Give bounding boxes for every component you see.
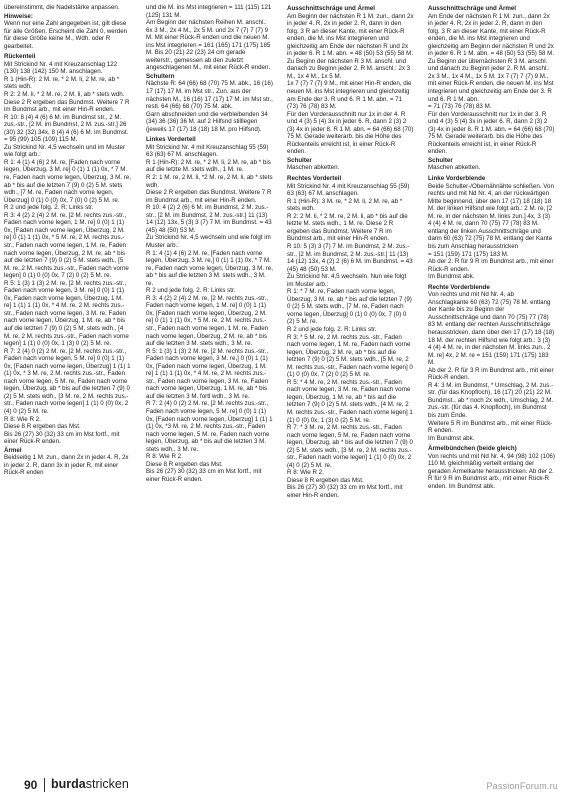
instruction-paragraph: Am Ende der nächsten R 1 M. zun., dann 2x in jeder 4. R, 2x in jeder 2. R, dann in den folg. 3 R an dieser Kante, mit einer Rück-R enden, die M. ins Mst integrieren und gleichzeitig am Beginn der nächsten R und 2x in jeder 6. R 1 M. abn. = 48 (50) 53 (55) 58 M. [428,12,555,58]
instruction-paragraph: = 151 (159) 171 (175) 183 M. [428,250,509,258]
instruction-paragraph: Ab der 2. R für 3 R im Bundmst arb., mit einer Rück-R enden. [428,366,554,382]
instruction-paragraph: R 3: * 5 M. re, 2 M. rechts zus.-str., Faden nach vorne legen, 1 M. re, Faden nach vorne legen, Überzug, 2 M. re, ab * bis auf die letzten 7 (9) 0 (2) 5 M. stets wdh., [5 M. re, 2 M. rechts zus.-str., Faden nach vorne legen] 0 (1) 0 (0) 0x, 7 (2) 0 (2) 5 M. re. [287,333,413,379]
instruction-paragraph: R 2 und jede folg. 2. R: Links str. [146,287,236,295]
instruction-paragraph: = 71 (73) 76 (78) 83 M. [428,103,492,111]
section-heading: Schultern [146,72,175,80]
instruction-paragraph: Diese 8 R ergeben das Mst. [287,476,364,484]
instruction-paragraph: R 10: 4 (2) 2 (6) 6 M. im Bundmst, 2 M. zus.-str., [2 M. im Bundmst, 2 M. zus.-str.] 11 (13) 14 (12) 13x, 5 (3) 3 (7) 7 M. im Bundmst. = 43 (45) 48 (50) 53 M. [146,204,272,234]
instruction-paragraph: R 2 und jede folg. 2. R: Links str. [287,325,377,333]
instruction-paragraph: Diese 8 R ergeben das Mst. [146,460,223,468]
instruction-paragraph: R 2: 2 M. li, * 2 M. re, 2 M. li, ab * bis auf die letzte M. stets wdh., 1 M. re. Diese 2 R ergeben das Bundmst. Weitere 7 R im Bundmst arb., mit einer Hin-R enden. [287,212,408,243]
instruction-paragraph: Beidseitig 1 M. zun., dann 2x in jeder 4. R, 2x in jeder 2. R, dann 3x in jeder R, mit einer Rück-R enden [4,454,129,477]
instruction-paragraph: R 2 und jede folg. 2. R: Links str. [4,204,94,212]
instruction-paragraph: Garn abschneiden und die verbleibenden 34 (34) 36 (36) 36 M. auf 2 Hilfsnd stilllegen (jeweils 17 (17) 18 (18) 18 M. pro Hilfsnd). [146,110,268,133]
instruction-paragraph: Für den Vorderausschnitt nur 1x in der 4. R und 4 (3) 5 (4) 3x in jeder 6. R, dann 2 (3) 2 (3) 4x in jeder 8. R 1 M. abn. = 64 (66) 68 (70) 75 M. Gerade weiterarb. bis die Höhe des Rückenteils erreicht ist, in einer Rück-R enden. [287,110,414,156]
section-heading: Linke Vorderblende [428,175,486,183]
instruction-paragraph: Mit Strickind Nr. 4 mit Kreuzanschlag 55 (59) 63 (63) 67 M. anschlagen. [287,182,410,198]
instruction-paragraph: R 3: 4 (2) 2 (4) 2 M. re, [2 M. rechts zus.-str., Faden nach vorne legen, 1 M. re] 0 (0) 1 (1) 0x, [Faden nach vorne legen, Überzug, 2 M. re] 0 (1) 1 (1) 0x, * 5 M. re, 2 M. rechts zus.-str., Faden nach vorne legen, 1 M. re, Faden nach vorne legen, Überzug, 2 M. re, ab * bis auf die letzten 3 M. stets wdh., 3 M. re. [146,294,269,348]
page-footer [0,776,566,796]
instruction-paragraph: Weitere 5 R im Bundmst arb., mit einer Rück-R enden. [428,419,553,435]
instruction-paragraph: Von rechts und mit Nd Nr. 4, 94 (98) 102 (106) 110 M. gleichmäßig verteilt entlang der geraden Ärmelkante herausstricken. Ab der 2. R für 9 R im Bundmst arb., mit einer Rück-R enden. Im Bundmst abk. [428,452,555,490]
instruction-paragraph: Von rechts und mit Nd Nr. 4, ab Anschlagkante 60 (63) 72 (75) 78 M. entlang der Kante bis zu Beginn der Ausschnittschräge und dann 70 (75) 77 (78) 83 M. entlang der rechten Ausschnittschräge herausstricken, dann über den 17 (17) 18 (18) 18 M. der rechten Hilfsnd wie folgt arb.: 3 (3) 4 (4) 4 M. re, in der nächsten M. links zun., 2 M. re] 4x, 2 M. re = 151 (159) 171 (175) 183 M. [428,291,555,367]
text-column-2 [146,4,273,769]
instruction-paragraph: Maschen abketten. [287,164,340,172]
section-heading: Ärmelbündchen (beide gleich) [428,445,517,453]
section-heading: Ausschnittschräge und Ärmel [287,5,376,12]
instruction-paragraph: Zu Beginn der nächsten R 3 M. anschl. und danach zu Beginn jeder 2. R M. anschl.: 2x 3 M., 1x 4 M., 1x 5 M. [287,57,411,80]
instruction-paragraph: Wenn nur eine Zahl angegeben ist, gilt diese für alle Größen. Erscheint die Zahl 0, werden für diese Größe keine M., Wdh. oder R gearbeitet. [4,20,128,50]
instruction-paragraph: Für den Vorderausschnitt nur 1x in der 3. R und 4 (3) 5 (4) 3x in jeder 6. R, dann 2 (3) 2 (3) 4x in jeder 8. R 1 M. abn. = 64 (66) 68 (70) 75 M. Gerade weiterarb. bis die Höhe des Rückenteils erreicht ist, in einer Rück-R enden. [428,110,555,156]
instruction-paragraph: R 1: * 7 M. re, Faden nach vorne legen, Überzug, 3 M. re, ab * bis auf die letzten 7 (9) 0 (2) 5 M. stets wdh., [7 M. re, Faden nach vorne legen, Überzug] 0 (1) 0 (0) 0x, 7 (0) 0 (2) 5 M. re. [287,288,412,326]
text-column-3 [287,4,414,769]
instruction-paragraph: R 4: 3 M. im Bundmst, * Umschlag, 2 M. zus.-str. (für das Knopfloch), 16 (17) 20 (21) 22 M. Bundmst., ab * noch 2x wdh., Umschlag, 2 M. zus.-str. (für das 4. Knopfloch), im Bundmst bis zum Ende. [428,381,554,419]
text-column-1 [4,4,131,769]
instruction-paragraph: R 8: Wie R 2. [287,469,324,477]
instruction-paragraph: Zu Strickind Nr. 4,5 wechseln. Nun wie folgt im Muster arb.: [287,273,407,288]
instruction-paragraph: R 7: * 3 M. re, 2 M. rechts zus.-str., Faden nach vorne legen, 5 M. re, Faden nach vorne legen, Überzug, ab * bis auf die letzten 7 (9) 0 (2) 5 M. stets wdh., [3 M. re, 2 M. rechts zus.-str., Faden nach vorne legen] 1 (1) 0 (0) 0x, 2 (4) 0 (2) 5 M. re. [287,424,413,469]
instruction-paragraph: Bis 26 (27) 30 (32) 33 cm im Mst fortf., mit einer Rück-R enden. [146,468,262,483]
brand-bold: burda [51,777,86,791]
instruction-paragraph: Diese 2 R ergeben das Bundmst. Weitere 7 R im Bundmst arb., mit einer Hin-R enden. [146,189,272,204]
instruction-paragraph: Am Beginn der nächsten Reihen M. anschl.: 6x 3 M., 2x 4 M., 2x 5 M. und 2x 7 (7) 7 (7) 9 M. Mit einer Rück-R enden und die neuen M. ins Mst integrieren = 161 (165) 171 (175) 185 M. Bis 20 (21) 22 (23) 24 cm gerade weiterstr., gemessen ab den zuletzt angeschlagenen M., mit einer Rück-R enden. [146,19,271,72]
instruction-paragraph: Zu Strickind Nr. 4,5 wechseln und wie folgt im Muster arb.: [146,234,271,249]
text-column-4 [428,4,555,769]
instruction-paragraph: R 5: 1 (3) 1 (3) 2 M. re, [2 M. rechts zus.-str., Faden nach vorne legen, 3 M. re] 0 (0) 1 (1) 0x, Faden nach vorne legen, Überzug, 1 M. re] 1 (1) 1 (1) 0x, * 4 M. re, 2 M. rechts zus.-str., Faden nach vorne legen, 3 M. re, Faden nach vorne legen, Überzug, 1 M. re, ab * bis auf die letzten 7 (9) 0 (2) 5 M. stets wdh., [4 M. re, 2 M. rechts zus.-str., Faden nach vorne legen] 1 (1) 0 (0) 0x, 1 (3) 0 (2) 5 M. re. [4,279,129,348]
section-heading: Schulter [287,156,312,164]
instruction-paragraph: Zu Strickind Nr. 4,5 wechseln und im Muster wie folgt arb.: [4,143,126,159]
instruction-paragraph: R 7: 2 (4) 0 (2) 2 M. re, [2 M. rechts zus.-str., Faden nach vorne legen, 5 M. re] 0 (0) 1 (1) 0x, [Faden nach vorne legen, Überzug] 1 (1) 1 (1) 0x, *3 M. re, 2 M. rechts zus.-str., Faden nach vorne legen, 5 M. re, Faden nach vorne legen, Überzug, ab * bis auf die letzten 3 M. stets wdh., 3 M. re. [146,400,273,453]
instruction-paragraph: Beide Schulter-/Obernähnähte schließen. Von rechts und mit Nd Nr. 4, an der rückwärtigen Mitte beginnend, über den 17 (17) 18 (18) 18 M. der linken Hilfsnd wie folgt arb.: 2 M. re, [2 M. re, in der nächsten M. links zun.] 4x, 3 (3) 4 (4) 4 M. re, dann 70 (75) 77 (78) 83 M. entlang der linken Ausschnittschräge und dann 60 (63) 72 (75) 78 M. entlang der Kante bis zum Anschlag herausstricken [428,182,554,250]
section-heading: Hinweise: [4,12,33,20]
instruction-paragraph: R 2: 1 M. re, 2 M. li, *2 M. re, 2 M. li, ab * stets wdh. [146,174,273,189]
section-heading: Schulter [428,156,453,164]
instruction-paragraph: R 5: 1 (3) 1 (3) 2 M. re, [2 M. rechts zus.-str., Faden nach vorne legen, 3 M. re,] 0 (0) 1 (1) 0x, [Faden nach vorne legen, Überzug, 1 M. re] 1 (1) 1 (1) 0x, * 4 M. re, 2 M. rechts zus.-str., Faden nach vorne legen, 3 M. re, Faden nach vorne legen, Überzug, 1 M. re, ab * bis auf die letzten 3 M. fortl wdh., 3 M. re. [146,347,269,400]
instruction-paragraph: R 2: 2 M. li, * 2 M. re, 2 M. li, ab * stets wdh. Diese 2 R ergeben das Bundmst. Weitere 7 R im Bundmst arb., mit einer Hin-R enden. [4,91,130,114]
watermark: PassionForum.ru [486,781,558,791]
instruction-paragraph: Im Bundmst abk. [428,273,475,281]
instruction-paragraph: Diese 8 R ergeben das Mst. [4,423,81,431]
instruction-paragraph: R 10: 8 (4) 4 (6) 6 M. im Bundmst str., 2 M. zus.-str., [2 M. im Bundmst, 2 M. zus.-str.] 26 (30) 32 (32) 34x, 8 (4) 4 (6) 6 M. im Bundmst. = 95 (99) 105 (109) 115 M. [4,113,129,144]
instruction-paragraph: R 1 (Hin-R): 2 M. re, * 2 M. li, 2 M. re, ab * bis auf die letzte M. stets wdh., 1 M. re. [146,158,271,174]
instruction-paragraph: Nächste R: 64 (66) 68 (70) 75 M. abk., 16 (16) 17 (17) 17 M. im Mst str., Zun. aus der nächsten M., 16 (16) 17 (17) 17 M. im Mst str., restl. 64 (66) 68 (70) 75 M. abk. [146,80,273,111]
section-heading: Ärmel [4,446,22,454]
instruction-paragraph: und die M. ins Mst integrieren = 111 (115) 121 (125) 131 M. [146,4,272,19]
instruction-paragraph: Zu Beginn der übernächsten R 3 M. anschl. und danach zu Beginn jeder 2. R M. anschl.: 2x 3 M., 1x 4 M., 1x 5 M. 1x 7 (7) 7 (7) 9 M., mit einer Rück-R enden, die neuen M. ins Mst integrieren und gleichzeitig am Ende der 3. R und 6. R 1 M. abn. [428,57,554,103]
magazine-brand [51,777,129,791]
instruction-paragraph: R 8: Wie R 2. [146,453,183,461]
instruction-paragraph: übereinstimmt, die Nadelstärke anpassen. [4,4,120,11]
instruction-paragraph: Im Bundmst abk. [428,434,475,442]
instruction-paragraph: 1x 7 (7) 7 (7) 9 M., mit einer Hin-R enden, die neuen M. ins Mst integrieren und gleichzeitig am Ende der 3. R und 6. R 1 M. abn. = 71 (73) 76 (78) 83 M. [287,80,412,111]
footer-divider [44,778,45,792]
section-heading: Rechte Vorderblende [428,283,490,291]
instruction-paragraph: R 1: 4 (1) 4 (6) 2 M. re, [Faden nach vorne legen, Überzug, 3 M. re,] 0 (1) 1 (1) 0x, * 7 M. re, Faden nach vorne legen, Überzug, 3 M. re, ab * bis auf die letzten 3 M. stets wdh., 3 M. re. [146,249,273,287]
section-heading: Rechtes Vorderteil [287,175,342,183]
instruction-paragraph: Mit Strickind Nr. 4 mit Kreuzanschlag 55 (59) 63 (63) 67 M. anschlagen. [146,143,269,159]
instruction-paragraph: Maschen abketten. [428,164,481,172]
instruction-paragraph: R 10: 5 (3) 3 (7) 7 M. im Bundmst, 2 M. zus.-str., [2 M. im Bundmst, 2 M. zus.-str.] 11 (13) 14 (12) 13x, 4 (2) 2 (6) 6 M. im Bundmst. = 43 (45) 48 (50) 53 M. [287,242,413,273]
section-heading: Rückenteil [4,53,36,61]
instruction-paragraph: Am Beginn der nächsten R 1 M. zun., dann 2x in jeder 4. R, 2x in jeder 2. R, dann in den folg. 3 R an dieser Kante, mit einer Rück-R enden, die M. ins Mst integrieren und gleichzeitig am Ende der nächsten R und 2x in jeder 6. R 1 M. abn. = 48 (50) 53 (55) 58 M. [287,12,414,58]
instruction-paragraph: Mit Strickind Nr. 4 mit Kreuzanschlag 122 (130) 138 (142) 150 M. anschlagen. [4,60,118,76]
page-number: 90 [24,778,38,792]
section-heading: Linkes Vorderteil [146,136,196,144]
instruction-paragraph: R 1: 4 (1) 4 (6) 2 M. re, [Faden nach vorne legen, Überzug, 3 M. re] 0 (1) 1 (1) 0x, * 7 M. re, Faden nach vorne legen, Überzug, 3 M. re, ab * bis auf die letzten 7 (9) 0 (2) 5 M. stets wdh., [7 M. re, Faden nach vorne legen, Überzug] 0 (1) 0 (0) 0x, 7 (0) 0 (2) 5 M. re. [4,158,131,204]
instruction-paragraph: Bis 26 (27) 30 (32) 33 cm im Mst fortf., mit einer Rück-R enden. [4,430,120,446]
instruction-paragraph: Bis 26 (27) 30 (32) 33 cm im Mst fortf., mit einer Hin-R enden. [287,484,403,499]
instruction-paragraph: R 5: * 4 M. re, 2 M. rechts zus.-str., Faden nach vorne legen, 3 M. re, Faden nach vorne legen, Überzug, 1 M. re, ab * bis auf die letzten 7 (9) 0 (2) 5 M. stets wdh., [4 M. re, 2 M. rechts zus.-str., Faden nach vorne legen] 1 (1) 0 (0) 0x, 1 (3) 0 (2) 5 M. re. [287,378,413,424]
instruction-paragraph: R 7: 2 (4) 0 (2) 2 M. re, [2 M. rechts zus.-str., Faden nach vorne legen, 5 M. re] 0 (0) 1 (1) 0x, [Faden nach vorne legen, Überzug] 1 (1) 1 (1) 0x, * 3 M. re, 2 M. rechts zus.-str., Faden nach vorne legen, 5 M. re, Faden nach vorne legen, Überzug, ab * bis auf die letzten 7 (9) 0 (2) 5 M. stets wdh., [3 M. re, 2 M. rechts zus.-str., Faden nach vorne legen] 1 (1) 0 (0) 0x, 2 (4) 0 (2) 5 M. re. [4,347,131,415]
instruction-paragraph: Ab der 2. R für 9 R im Bundmst arb., mit einer Rück-R enden. [428,258,554,273]
brand-light: stricken [85,777,129,791]
instruction-paragraph: R 1 (Hin-R): 2 M. re, * 2 M. li, 2 M. re, ab * stets wdh. [4,75,120,91]
section-heading: Ausschnittschräge und Ärmel [428,5,517,12]
instruction-paragraph: R 1 (Hin-R): 3 M. re, * 2 M. li, 2 M. re, ab * stets wdh. [287,197,403,213]
instruction-paragraph: R 3: 4 (2) 2 (4) 2 M. re, [2 M. rechts zus.-str., Faden nach vorne legen, 1 M. re] 0 (0) 1 (1) 0x, [Faden nach vorne legen, Überzug, 2 M. re] 0 (1) 1 (1) 0x, * 5 M. re, 2 M. rechts zus.-str., Faden nach vorne legen, 1 M. re, Faden nach vorne legen, Überzug, 2 M. re, ab * bis auf die letzten 7 (9) 0 (2) 5 M. stets wdh., [5 M. re, 2 M. rechts zus.-str., Faden nach vorne legen] 0 (1) 0 (0) 0x, 7 (2) 0 (2) 5 M. re. [4,211,129,280]
instruction-paragraph: R 8: Wie R 2. [4,415,41,423]
